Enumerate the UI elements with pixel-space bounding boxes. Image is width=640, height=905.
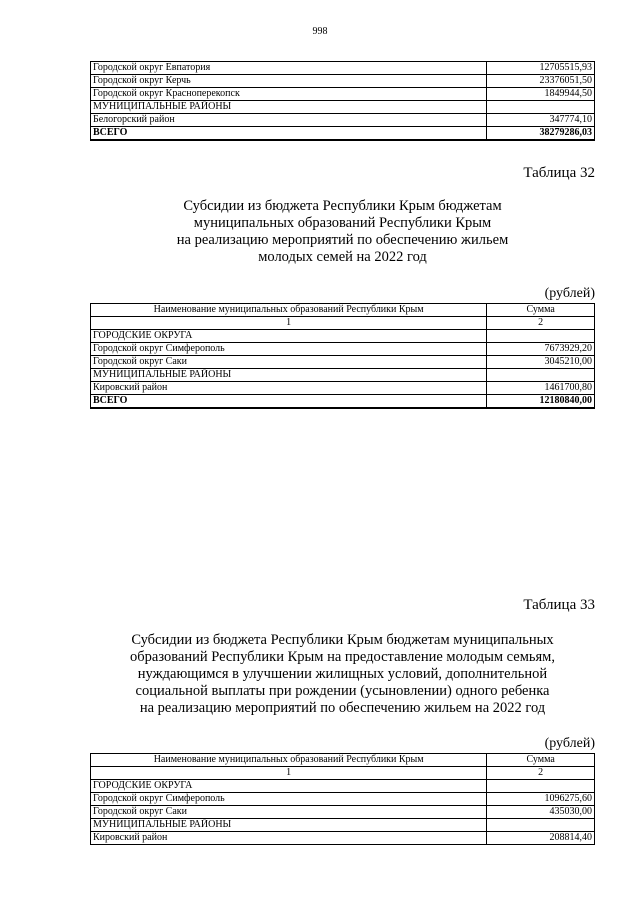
colnum-sum: 2 <box>487 317 595 330</box>
table33-caption <box>90 632 595 717</box>
total-name: ВСЕГО <box>91 127 487 141</box>
column-number-row <box>91 317 595 330</box>
table32 <box>90 303 595 409</box>
table-header-row <box>91 754 595 767</box>
row-sum: 1096275,60 <box>487 793 595 806</box>
table-row <box>91 819 595 832</box>
table-prev <box>90 61 595 141</box>
row-name: Городской округ Евпатория <box>91 62 487 75</box>
row-name: Городской округ Красноперекопск <box>91 88 487 101</box>
row-name: МУНИЦИПАЛЬНЫЕ РАЙОНЫ <box>91 819 487 832</box>
row-sum: 7673929,20 <box>487 343 595 356</box>
header-sum: Сумма <box>487 754 595 767</box>
table-row <box>91 382 595 395</box>
caption-line: Субсидии из бюджета Республики Крым бюджетам <box>183 198 502 214</box>
row-name: МУНИЦИПАЛЬНЫЕ РАЙОНЫ <box>91 369 487 382</box>
colnum-name: 1 <box>91 767 487 780</box>
caption-line: на реализацию мероприятий по обеспечению жильем <box>176 232 509 248</box>
total-name: ВСЕГО <box>91 395 487 409</box>
table-row <box>91 343 595 356</box>
row-sum <box>487 369 595 382</box>
table-row <box>91 806 595 819</box>
colnum-sum: 2 <box>487 767 595 780</box>
row-sum <box>487 819 595 832</box>
header-sum: Сумма <box>487 304 595 317</box>
table-row <box>91 356 595 369</box>
row-sum: 435030,00 <box>487 806 595 819</box>
table32-caption <box>90 198 595 266</box>
table-row <box>91 330 595 343</box>
table-header-row <box>91 304 595 317</box>
row-name: Белогорский район <box>91 114 487 127</box>
row-sum <box>487 330 595 343</box>
table32-label: Таблица 32 <box>523 165 595 181</box>
row-sum: 3045210,00 <box>487 356 595 369</box>
row-name: МУНИЦИПАЛЬНЫЕ РАЙОНЫ <box>91 101 487 114</box>
row-sum: 208814,40 <box>487 832 595 845</box>
total-sum: 38279286,03 <box>487 127 595 141</box>
row-sum: 12705515,93 <box>487 62 595 75</box>
row-sum: 347774,10 <box>487 114 595 127</box>
row-name: Кировский район <box>91 832 487 845</box>
row-sum: 1461700,80 <box>487 382 595 395</box>
page-number: 998 <box>312 26 328 37</box>
caption-line: на реализацию мероприятий по обеспечению жильем на 2022 год <box>139 700 546 716</box>
row-name: ГОРОДСКИЕ ОКРУГА <box>91 780 487 793</box>
row-name: Городской округ Симферополь <box>91 343 487 356</box>
table32-unit: (рублей) <box>544 286 595 301</box>
table-row <box>91 62 595 75</box>
row-name: Городской округ Саки <box>91 806 487 819</box>
table33 <box>90 753 595 845</box>
row-sum: 1849944,50 <box>487 88 595 101</box>
table-row <box>91 101 595 114</box>
caption-line: Субсидии из бюджета Республики Крым бюджетам муниципальных <box>131 632 554 648</box>
total-row <box>91 127 595 141</box>
header-name: Наименование муниципальных образований Республики Крым <box>91 304 487 317</box>
row-name: Городской округ Симферополь <box>91 793 487 806</box>
table33-label: Таблица 33 <box>523 597 595 613</box>
caption-line: социальной выплаты при рождении (усыновлении) одного ребенка <box>135 683 550 699</box>
caption-line: молодых семей на 2022 год <box>258 249 427 265</box>
row-sum: 23376051,50 <box>487 75 595 88</box>
row-sum <box>487 101 595 114</box>
header-name: Наименование муниципальных образований Республики Крым <box>91 754 487 767</box>
table-row <box>91 793 595 806</box>
table-row <box>91 75 595 88</box>
row-name: Кировский район <box>91 382 487 395</box>
row-sum <box>487 780 595 793</box>
caption-line: образований Республики Крым на предоставление молодым семьям, <box>130 649 555 665</box>
column-number-row <box>91 767 595 780</box>
total-sum: 12180840,00 <box>487 395 595 409</box>
row-name: ГОРОДСКИЕ ОКРУГА <box>91 330 487 343</box>
caption-line: муниципальных образований Республики Крым <box>193 215 492 231</box>
total-row <box>91 395 595 409</box>
table33-unit: (рублей) <box>544 736 595 751</box>
row-name: Городской округ Саки <box>91 356 487 369</box>
table-row <box>91 369 595 382</box>
row-name: Городской округ Керчь <box>91 75 487 88</box>
colnum-name: 1 <box>91 317 487 330</box>
table-row <box>91 832 595 845</box>
table-row <box>91 114 595 127</box>
table-row <box>91 780 595 793</box>
table-row <box>91 88 595 101</box>
caption-line: нуждающимся в улучшении жилищных условий, дополнительной <box>137 666 548 682</box>
